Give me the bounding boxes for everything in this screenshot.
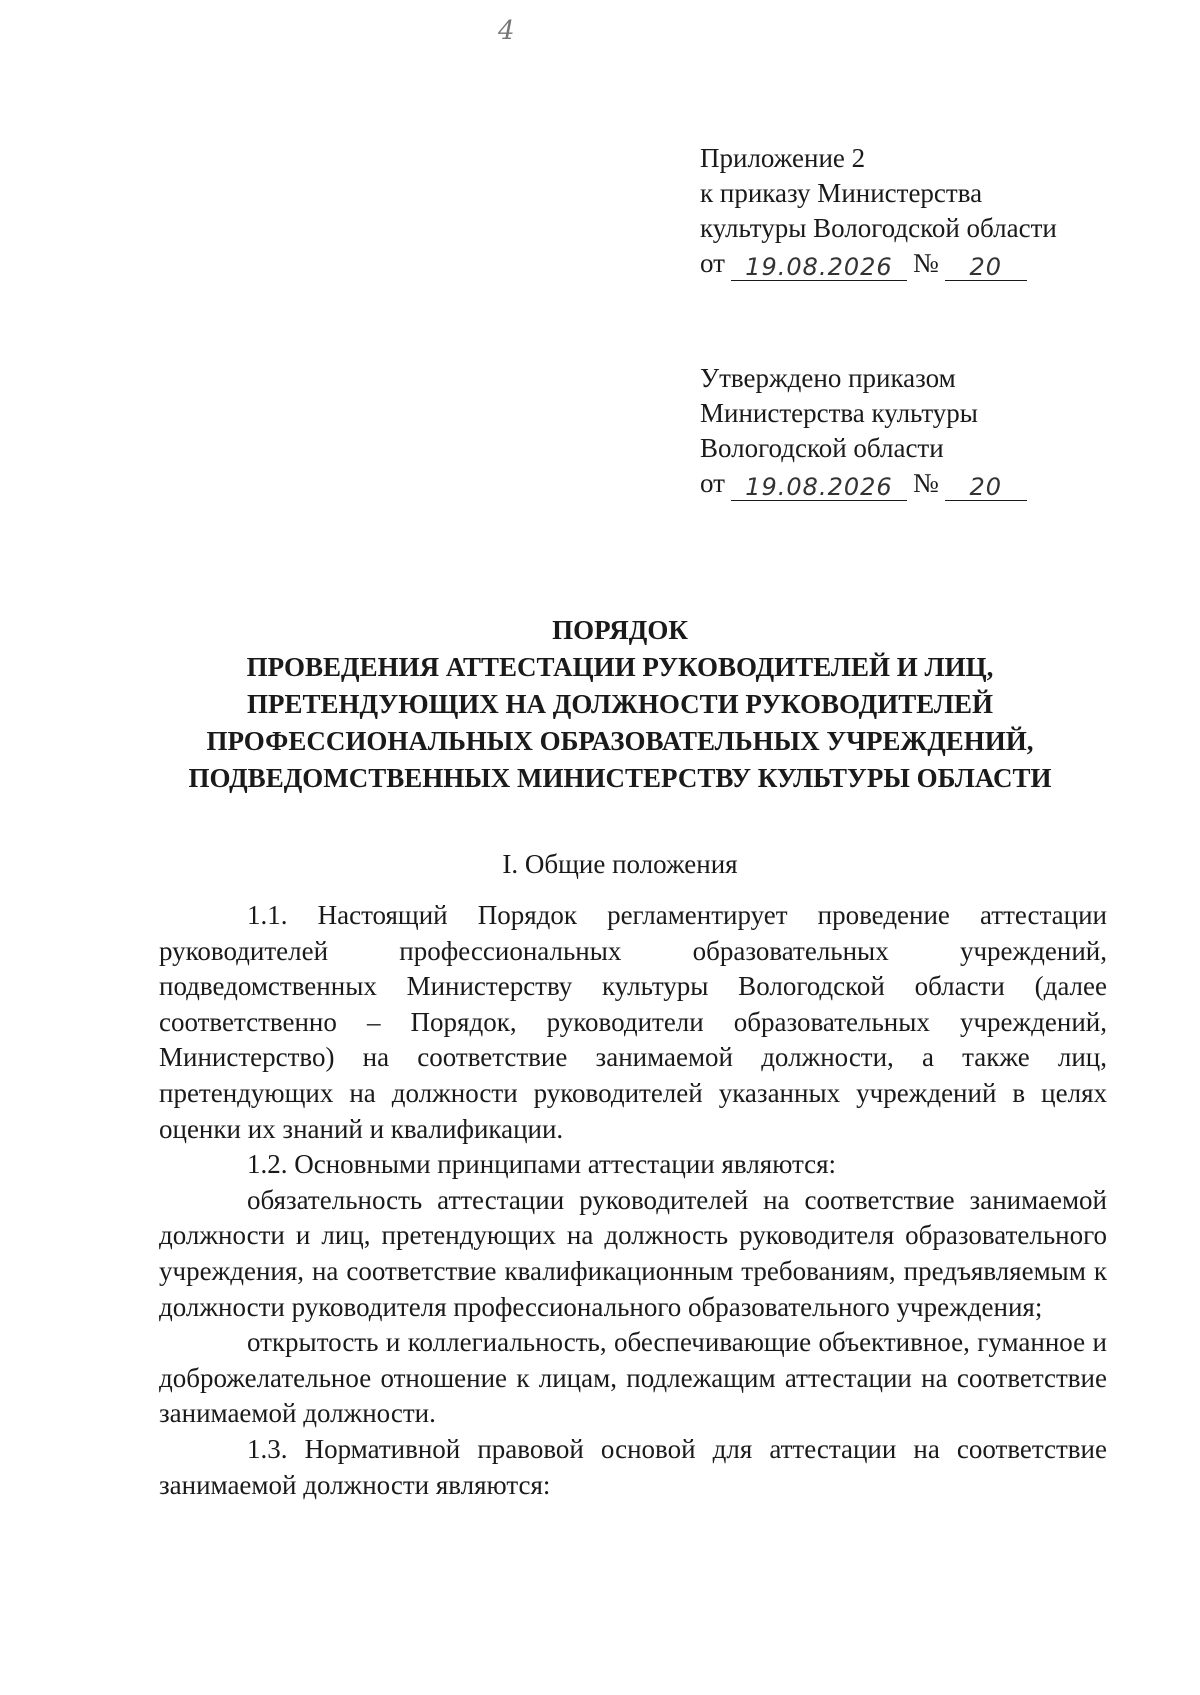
title-line: ПРОВЕДЕНИЯ АТТЕСТАЦИИ РУКОВОДИТЕЛЕЙ И ЛИЦ, — [246, 652, 994, 682]
from-label: от — [700, 468, 725, 498]
handwritten-number: 20 — [945, 470, 1027, 501]
appendix-line: культуры Вологодской области — [700, 213, 1057, 243]
title-line: ПРЕТЕНДУЮЩИХ НА ДОЛЖНОСТИ РУКОВОДИТЕЛЕЙ — [246, 689, 993, 719]
page-mark: 4 — [498, 16, 515, 46]
handwritten-date: 19.08.2026 — [731, 470, 907, 501]
handwritten-number: 20 — [945, 250, 1027, 281]
title-line: ПОРЯДОК — [552, 615, 688, 645]
paragraph: 1.3. Нормативной правовой основой для аттестации на соответствие занимаемой должности являются: — [159, 1433, 1107, 1500]
handwritten-date: 19.08.2026 — [731, 250, 907, 281]
paragraph: открытость и коллегиальность, обеспечивающие объективное, гуманное и доброжелательное отношение к лицам, подлежащим аттестации на соответствие занимаемой должности. — [159, 1327, 1107, 1429]
document-body — [159, 898, 1107, 1503]
approval-line: Вологодской области — [700, 433, 944, 463]
appendix-line: Приложение 2 — [700, 143, 866, 173]
paragraph: 1.2. Основными принципами аттестации являются: — [247, 1149, 837, 1180]
number-sign: № — [912, 468, 939, 498]
title-line: ПРОФЕССИОНАЛЬНЫХ ОБРАЗОВАТЕЛЬНЫХ УЧРЕЖДЕНИЙ, — [206, 726, 1034, 756]
approval-line: Утверждено приказом — [700, 363, 956, 393]
title-line: ПОДВЕДОМСТВЕННЫХ МИНИСТЕРСТВУ КУЛЬТУРЫ ОБЛАСТИ — [188, 763, 1052, 793]
paragraph: обязательность аттестации руководителей на соответствие занимаемой должности и лиц, претендующих на должность руководителя образовательного учреждения, на соответствие квалификационным требованиям, предъявляемым к должности руководителя профессионального образовательного учреждения; — [159, 1184, 1107, 1322]
from-label: от — [700, 248, 725, 278]
section-heading: I. Общие положения — [502, 849, 738, 879]
approval-block — [700, 361, 1027, 501]
appendix-date-line — [700, 246, 1057, 281]
approval-line: Министерства культуры — [700, 398, 978, 428]
approval-date-line — [700, 466, 1027, 501]
appendix-line: к приказу Министерства — [700, 178, 983, 208]
document-title — [150, 612, 1090, 797]
appendix-block — [700, 141, 1057, 281]
number-sign: № — [912, 248, 939, 278]
paragraph: 1.1. Настоящий Порядок регламентирует проведение аттестации руководителей профессиональных образовательных учреждений, подведомственных Министерству культуры Вологодской области (далее соответственно – Порядок, руководители образовательных учреждений, Министерство) на соответствие занимаемой должности, а также лиц, претендующих на должности руководителей указанных учреждений в целях оценки их знаний и квалификации. — [159, 900, 1107, 1144]
